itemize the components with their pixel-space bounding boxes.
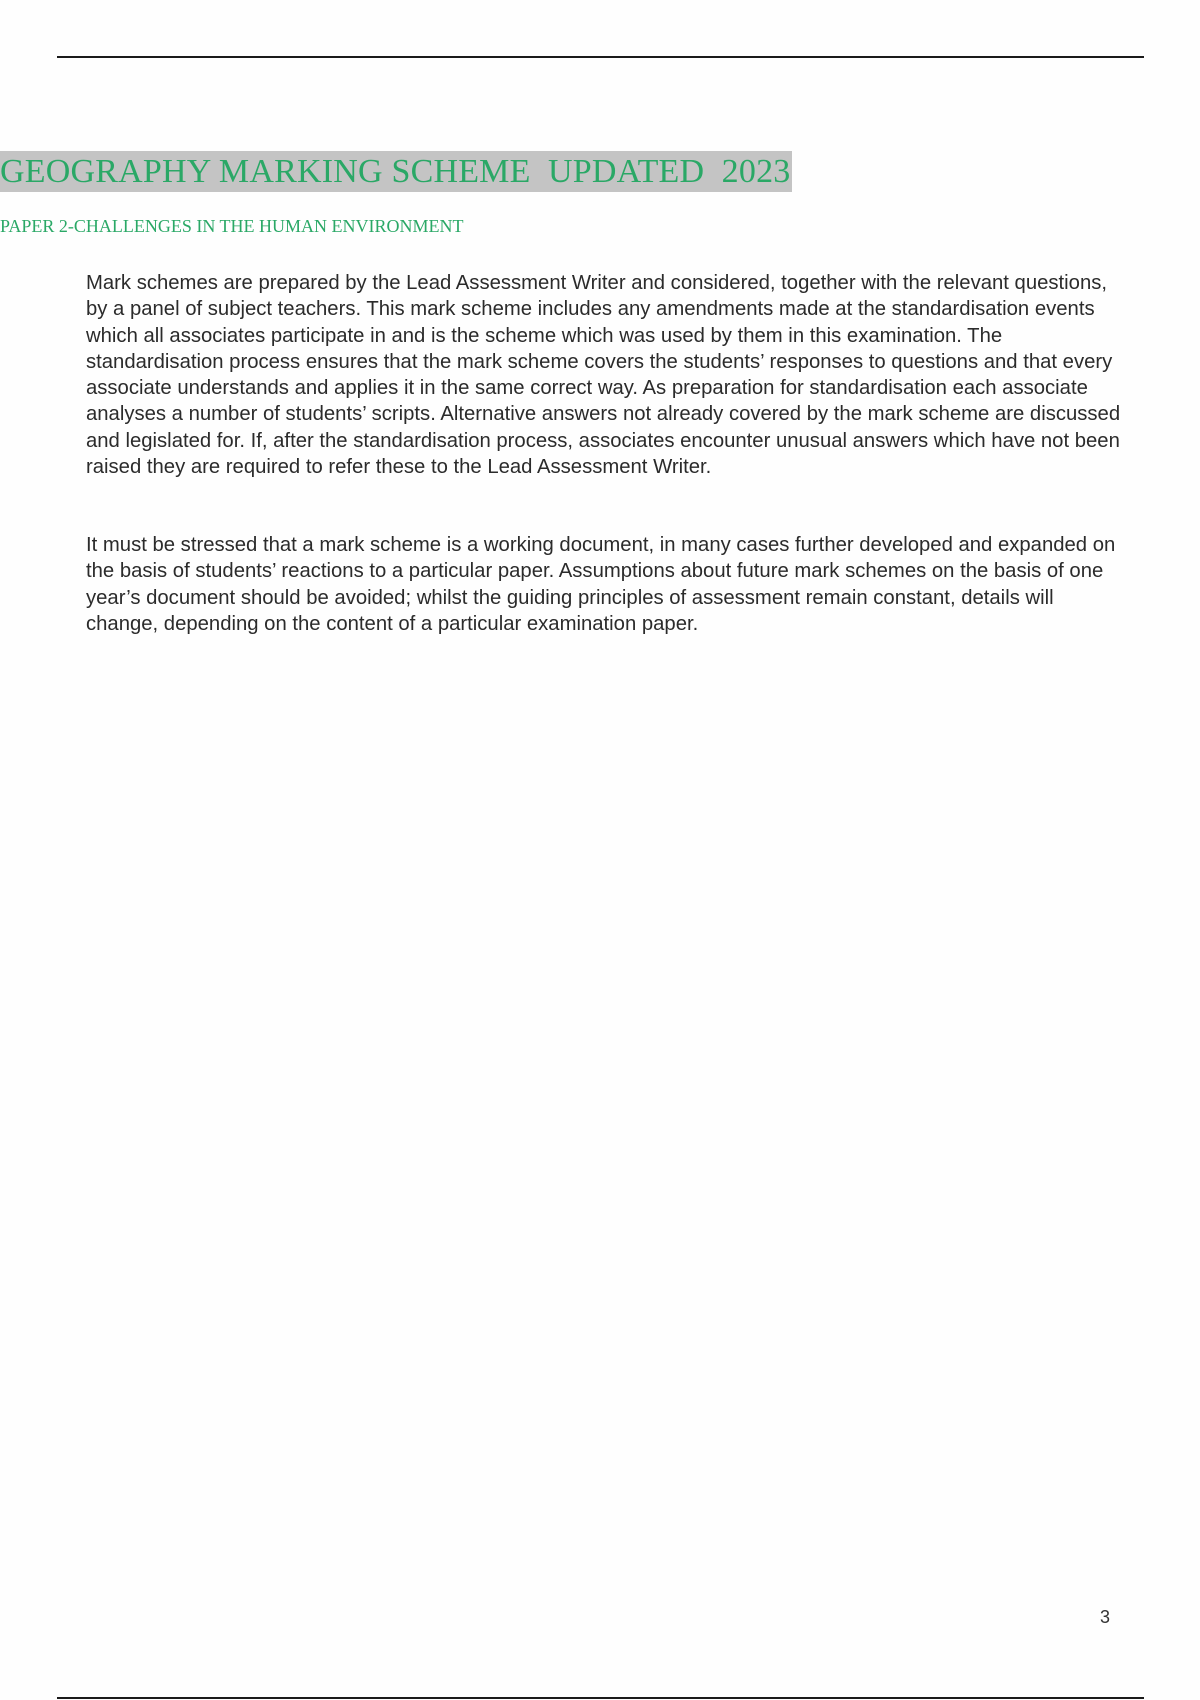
footer-rule (57, 1697, 1144, 1699)
body-paragraph-2: It must be stressed that a mark scheme is a working document, in many cases further developed and expanded on the basis of students’ reactions to a particular paper. Assumptions about future mark schemes on the basis of one year’s document should be avoided; whilst the guiding principles of assessment remain constant, details will change, depending on the content of a particular examination paper. (86, 534, 1116, 635)
page-number: 3 (1099, 1607, 1110, 1627)
body-paragraph-1: Mark schemes are prepared by the Lead Assessment Writer and considered, together with the relevant questions, by a panel of subject teachers. This mark scheme includes any amendments made at the standardisation events which all associates participate in and is the scheme which was used by them in this examination. The standardisation process ensures that the mark scheme covers the students’ responses to questions and that every associate understands and applies it in the same correct way. As preparation for standardisation each associate analyses a number of students’ scripts. Alternative answers not already covered by the mark scheme are discussed and legislated for. If, after the standardisation process, associates encounter unusual answers which have not been raised they are required to refer these to the Lead Assessment Writer. (86, 272, 1121, 479)
document-subtitle: PAPER 2-CHALLENGES IN THE HUMAN ENVIRONMENT (0, 216, 464, 236)
header-rule (57, 56, 1144, 58)
document-title: GEOGRAPHY MARKING SCHEME UPDATED 2023 (0, 153, 791, 190)
